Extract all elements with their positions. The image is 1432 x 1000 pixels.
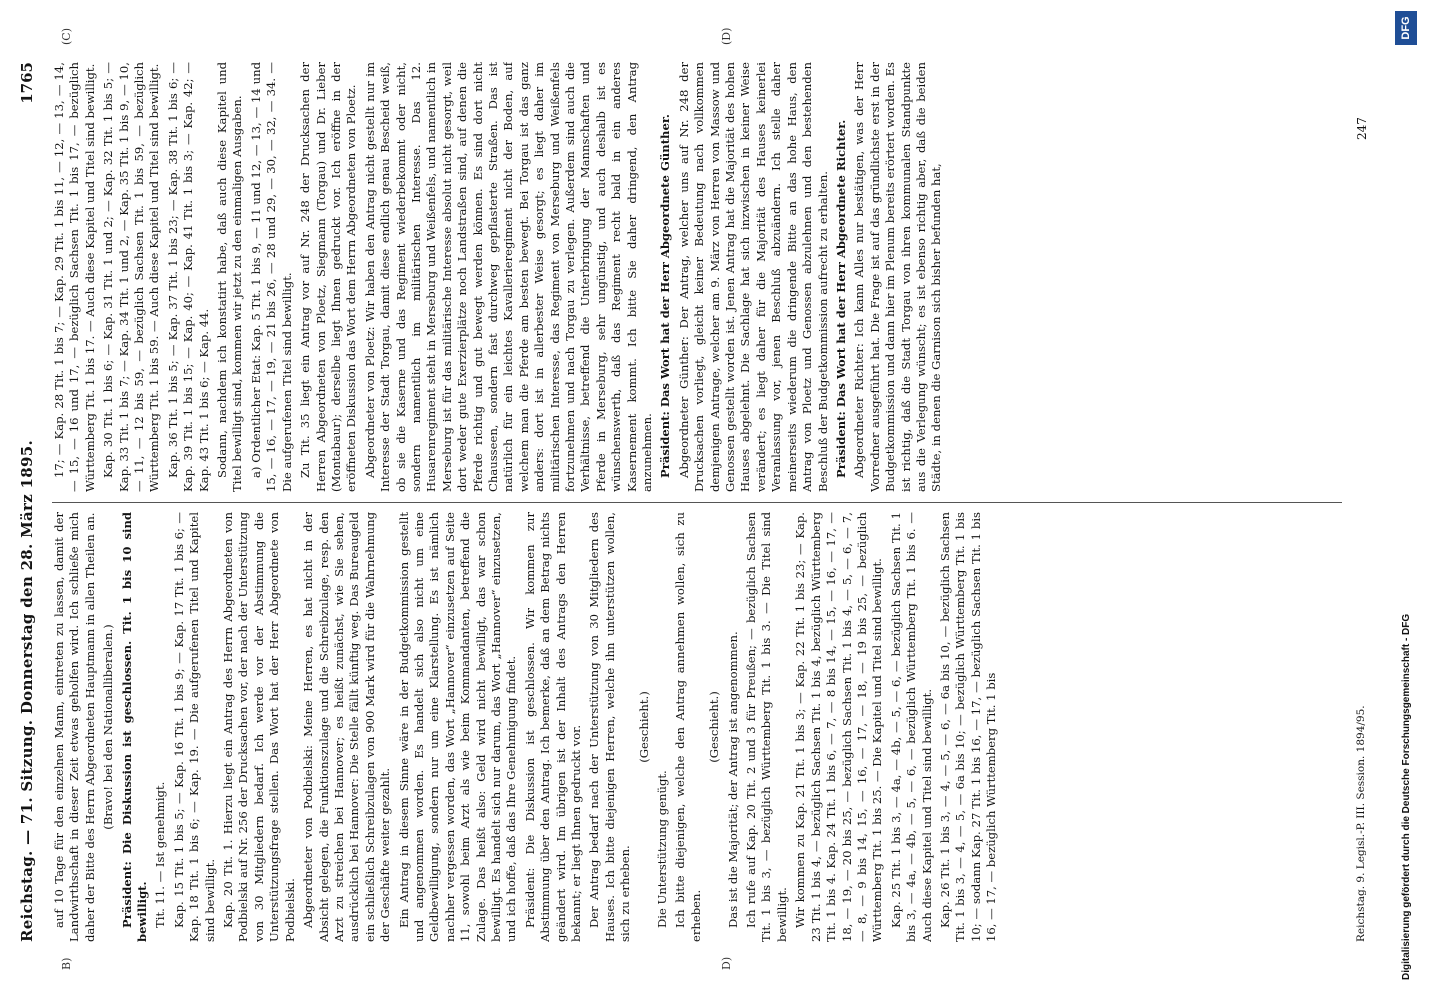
paragraph: Abgeordneter Günther: Der Antrag, welcher uns auf Nr. 248 der Drucksachen vorliegt, gleicht keiner Bedeutung nach vollkommen demjenigen Antrage, welcher am 9. März von Herren von Massow und Genossen gestellt worden ist. Jenen Antrag hat die Majorität des hohen Hauses abgelehnt. Die Sachlage hat sich inzwischen in keiner Weise verändert; es liegt daher für die Majorität des Hauses keinerlei Veranlassung vor, jenen Beschluß abzuändern. Ich stelle daher meinerseits wiederum die dringende Bitte an das hohe Haus, den Antrag von Ploetz und Genossen abzulehnen und den bestehenden Beschluß der Budgetkommission aufrecht zu erhalten. (676, 62, 830, 492)
paragraph: (Geschieht.) (707, 691, 722, 763)
paragraph: auf 10 Tage für den einzelnen Mann, eintreten zu lassen, damit der Landwirthschaft in dieser Zeit etwas geholfen wird. Ich schließe mich daher der Bitte des Herrn Abgeordneten Hauptmann in allen Theilen an. (52, 512, 97, 942)
paragraph: Kap. 26 Tit. 1 bis 3, — 4, — 5, — 6, — 6a bis 10, — bezüglich Sachsen Tit. 1 bis 3, — 4, — 5, — 6a bis 10; — bezüglich Württemberg Tit. 1 bis 10; — sodann Kap. 27 Tit. 1 bis 16, — 17, — bezüglich Sachsen Tit. 1 bis 16, — 17, — bezüglich Württemberg Tit. 1 bis (937, 512, 999, 942)
footer-note: Reichstag. 9. Legisl.-P. III. Session. 1894/95. (1355, 705, 1367, 942)
margin-mark-c: (C) (60, 28, 73, 45)
paragraph: (Geschieht.) (636, 691, 651, 763)
paragraph: Kap. 15 Tit. 1 bis 5; — Kap. 16 Tit. 1 bis 9; — Kap. 17 Tit. 1 bis 6; — Kap. 18 Tit. 1 bis 6; — Kap. 19. — Die aufgerufenen Titel und Kapitel sind bewilligt. (171, 512, 217, 942)
running-head: Reichstag. — 71. Sitzung. Donnerstag den 28. März 1895. (18, 439, 36, 942)
paragraph: Ich rufe auf Kap. 20 Tit. 2 und 3 für Preußen; — bezüglich Sachsen Tit. 1 bis 3, — bezüglich Württemberg Tit. 1 bis 3. — Die Titel sind bewilligt. (744, 512, 789, 942)
paragraph: Kap. 36 Tit. 1 bis 5; — Kap. 37 Tit. 1 bis 23; — Kap. 38 Tit. 1 bis 6; — Kap. 39 Tit. 1 bis 15; — Kap. 40; — Kap. 41 Tit. 1 bis 3; — Kap. 42; — Kap. 43 Tit. 1 bis 6; — Kap. 44. (165, 62, 211, 492)
paragraph: Das ist die Majorität; der Antrag ist angenommen. (725, 631, 740, 928)
paragraph: 17; — Kap. 28 Tit. 1 bis 7; — Kap. 29 Tit. 1 bis 11, — 12, — 13, — 14, — 15, — 16 und 17, — bezüglich Sachsen Tit. 1 bis 17, — bezüglich Württemberg Tit. 1 bis 17. — Auch diese Kapitel und Titel sind bewilligt. (52, 62, 97, 492)
paragraph: Der Antrag bedarf nach der Unterstützung von 30 Mitgliedern des Hauses. Ich bitte diejenigen Herren, welche ihn unterstützen wollen, sich zu erheben. (587, 512, 633, 942)
paragraph: Kap. 30 Tit. 1 bis 6; — Kap. 31 Tit. 1 und 2; — Kap. 32 Tit. 1 bis 5; — Kap. 33 Tit. 1 bis 7; — Kap. 34 Tit. 1 und 2, — Kap. 35 Tit. 1 bis 9, — 10, — 11, — 12 bis 59, — bezüglich Sachsen Tit. 1 bis 59, — bezüglich Württemberg Tit. 1 bis 59. — Auch diese Kapitel und Titel sind bewilligt. (101, 62, 162, 492)
paragraph: Kap. 25 Tit. 1 bis 3, — 4a, — 4b, — 5, — 6, — bezüglich Sachsen Tit. 1 bis 3, — 4a, — 4b, — 5, — 6, — bezüglich Württemberg Tit. 1 bis 6. — Auch diese Kapitel und Titel sind bewilligt. (888, 512, 934, 942)
column-divider (52, 502, 1342, 503)
sheet-signature: 247 (1355, 117, 1369, 140)
paragraph: Abgeordneter von Podbielski: Meine Herren, es hat nicht in der Absicht gelegen, die Funktionszulage und die Schreibzulage, resp. den Arzt zu streichen bei Hannover; es heißt zunächst, wie Sie sehen, ausdrücklich bei Hannover: Die Stelle fällt künftig weg. Das Bureaugeld ein schließlich Schreibzulagen von 900 Mark wird für die Wahrnehmung der Geschäfte weiter gezahlt. (301, 512, 393, 942)
page-header (14, 62, 40, 942)
dfg-logo: DFG (1395, 11, 1417, 45)
paragraph: Präsident: Die Diskussion ist geschlossen. Tit. 1 bis 10 sind bewilligt. (119, 512, 150, 942)
paragraph: Präsident: Das Wort hat der Herr Abgeordnete Richter. (833, 119, 848, 478)
paragraph: Abgeordneter Richter: Ich kann Alles nur bestätigen, was der Herr Vorredner ausgeführt hat. Die Frage ist auf das gründlichste erst in der Budgetkommission und dann hier im Plenum bereits erörtert worden. Es ist richtig, daß die Stadt Torgau von ihren kommunalen Standpunkte aus die Verlegung wünscht; es ist ebenso richtig aber, daß die beiden Städte, in denen die Garnison sich bisher befunden hat, (852, 62, 944, 492)
paragraph: Sodann, nachdem ich konstatirt habe, daß auch diese Kapitel und Titel bewilligt sind, kommen wir jetzt zu den einmaligen Ausgaben. (215, 62, 245, 492)
text-column-left (52, 512, 1342, 942)
text-column-right (52, 62, 1342, 492)
paragraph: Präsident: Das Wort hat der Herr Abgeordnete Günther. (658, 114, 673, 478)
paragraph: Tit. 11. — Ist genehmigt. (153, 781, 168, 928)
paragraph: (Bravo! bei den Nationalliberalen.) (101, 624, 116, 830)
paragraph: Präsident: Die Diskussion ist geschlossen. Wir kommen zur Abstimmung über den Antrag. Ich bemerke, daß an dem Betrag nichts geändert wird. Im übrigen ist der Inhalt des Antrags den Herren bekannt; er liegt Ihnen gedruckt vor. (522, 512, 583, 942)
paragraph: Abgeordneter von Ploetz: Wir haben den Antrag nicht gestellt nur im Interesse der Stadt Torgau, damit diese endlich genau Bescheid weiß, ob sie die Kaserne und das Regiment wiederbekommt oder nicht, sondern namentlich im militärischen Interesse. Das 12. Husarenregiment steht in Merseburg und Weißenfels, und namentlich in Merseburg ist für das militärische Interesse absolut nicht gesorgt, weil dort weder gute Exerzierplätze noch Landstraßen sind, auf denen die Pferde richtig und gut bewegt werden können. Es sind dort nicht Chausseen, sondern fast durchweg gepflasterte Straßen. Das ist natürlich für ein leichtes Kavallerieregiment nicht der Boden, auf welchem man die Pferde am besten bewegt. Bei Torgau ist das ganz anders: dort ist in allerbester Weise gesorgt; es liegt daher im militärischen Interesse, das Regiment von Merseburg und Weißenfels fortzunehmen und nach Torgau zu verlegen. Außerdem sind auch die Verhältnisse, betreffend die Unterbringung der Mannschaften und Pferde in Merseburg, sehr ungünstig, und auch deshalb ist es wünschenswerth, daß das Regiment recht bald in ein anderes Kasernement kommt. Ich bitte Sie daher dringend, den Antrag anzunehmen. (362, 62, 655, 492)
paragraph: Ein Antrag in diesem Sinne wäre in der Budgetkommission gestellt und angenommen worden. Es handelt sich also nicht um eine Geldbewilligung, sondern nur um eine Klarstellung. Es ist nämlich nachher vergessen worden, das Wort „Hannover“ einzusetzen auf Seite 11, sowohl beim Arzt als wie beim Kommandanten, betreffend die Zulage. Das heißt also: Geld wird nicht bewilligt, das war schon bewilligt. Es handelt sich nur darum, das Wort „Hannover“ einzusetzen, und ich hoffe, daß das Ihre Genehmigung findet. (396, 512, 519, 942)
paragraph: Zu Tit. 35 liegt ein Antrag vor auf Nr. 248 der Drucksachen der Herren Abgeordneten von Ploetz, Siegmann (Torgau) und Dr. Lieber (Montabaur); derselbe liegt Ihnen gedruckt vor. Ich eröffne in der eröffneten Diskussion das Wort dem Herrn Abgeordneten von Ploetz. (298, 62, 359, 492)
digitization-text: Digitalisierung gefördert durch die Deutsche Forschungsgemeinschaft - DFG (1401, 613, 1412, 980)
paragraph: Die Unterstützung genügt. (655, 770, 670, 928)
paragraph: Wir kommen zu Kap. 21 Tit. 1 bis 3; — Kap. 22 Tit. 1 bis 23; — Kap. 23 Tit. 1 bis 4, — bezüglich Sachsen Tit. 1 bis 4, bezüglich Württemberg Tit. 1 bis 4. Kap. 24 Tit. 1 bis 6, — 7, — 8 bis 14, — 15, — 16, — 17, — 18, — 19, — 20 bis 25, — bezüglich Sachsen Tit. 1 bis 4, — 5, — 6, — 7, — 8, — 9 bis 14, 15, — 16, — 17, — 18, — 19 bis 25, — bezüglich Württemberg Tit. 1 bis 25. — Die Kapitel und Titel sind bewilligt. (793, 512, 885, 942)
page-number-header: 1765 (18, 62, 36, 104)
paragraph: Ich bitte diejenigen, welche den Antrag annehmen wollen, sich zu erheben. (673, 512, 703, 942)
paragraph: Kap. 20 Tit. 1. Hierzu liegt ein Antrag des Herrn Abgeordneten von Podbielski auf Nr. 256 der Drucksachen vor, der nach der Unterstützung von 30 Mitgliedern bedarf. Ich werde vor der Abstimmung die Unterstützungsfrage stellen. Das Wort hat der Herr Abgeordnete von Podbielski. (221, 512, 297, 942)
margin-mark-b-left: B) (60, 957, 73, 970)
margin-mark-d: (D) (720, 27, 733, 45)
margin-mark-d-left: D) (720, 956, 733, 970)
paragraph: a) Ordentlicher Etat: Kap. 5 Tit. 1 bis 9, — 11 und 12, — 13, — 14 und 15, — 16, — 17, — 19, — 21 bis 26, — 28 und 29, — 30, — 32, — 34. — Die aufgerufenen Titel sind bewilligt. (248, 62, 294, 492)
digitization-credit (1385, 0, 1425, 1000)
